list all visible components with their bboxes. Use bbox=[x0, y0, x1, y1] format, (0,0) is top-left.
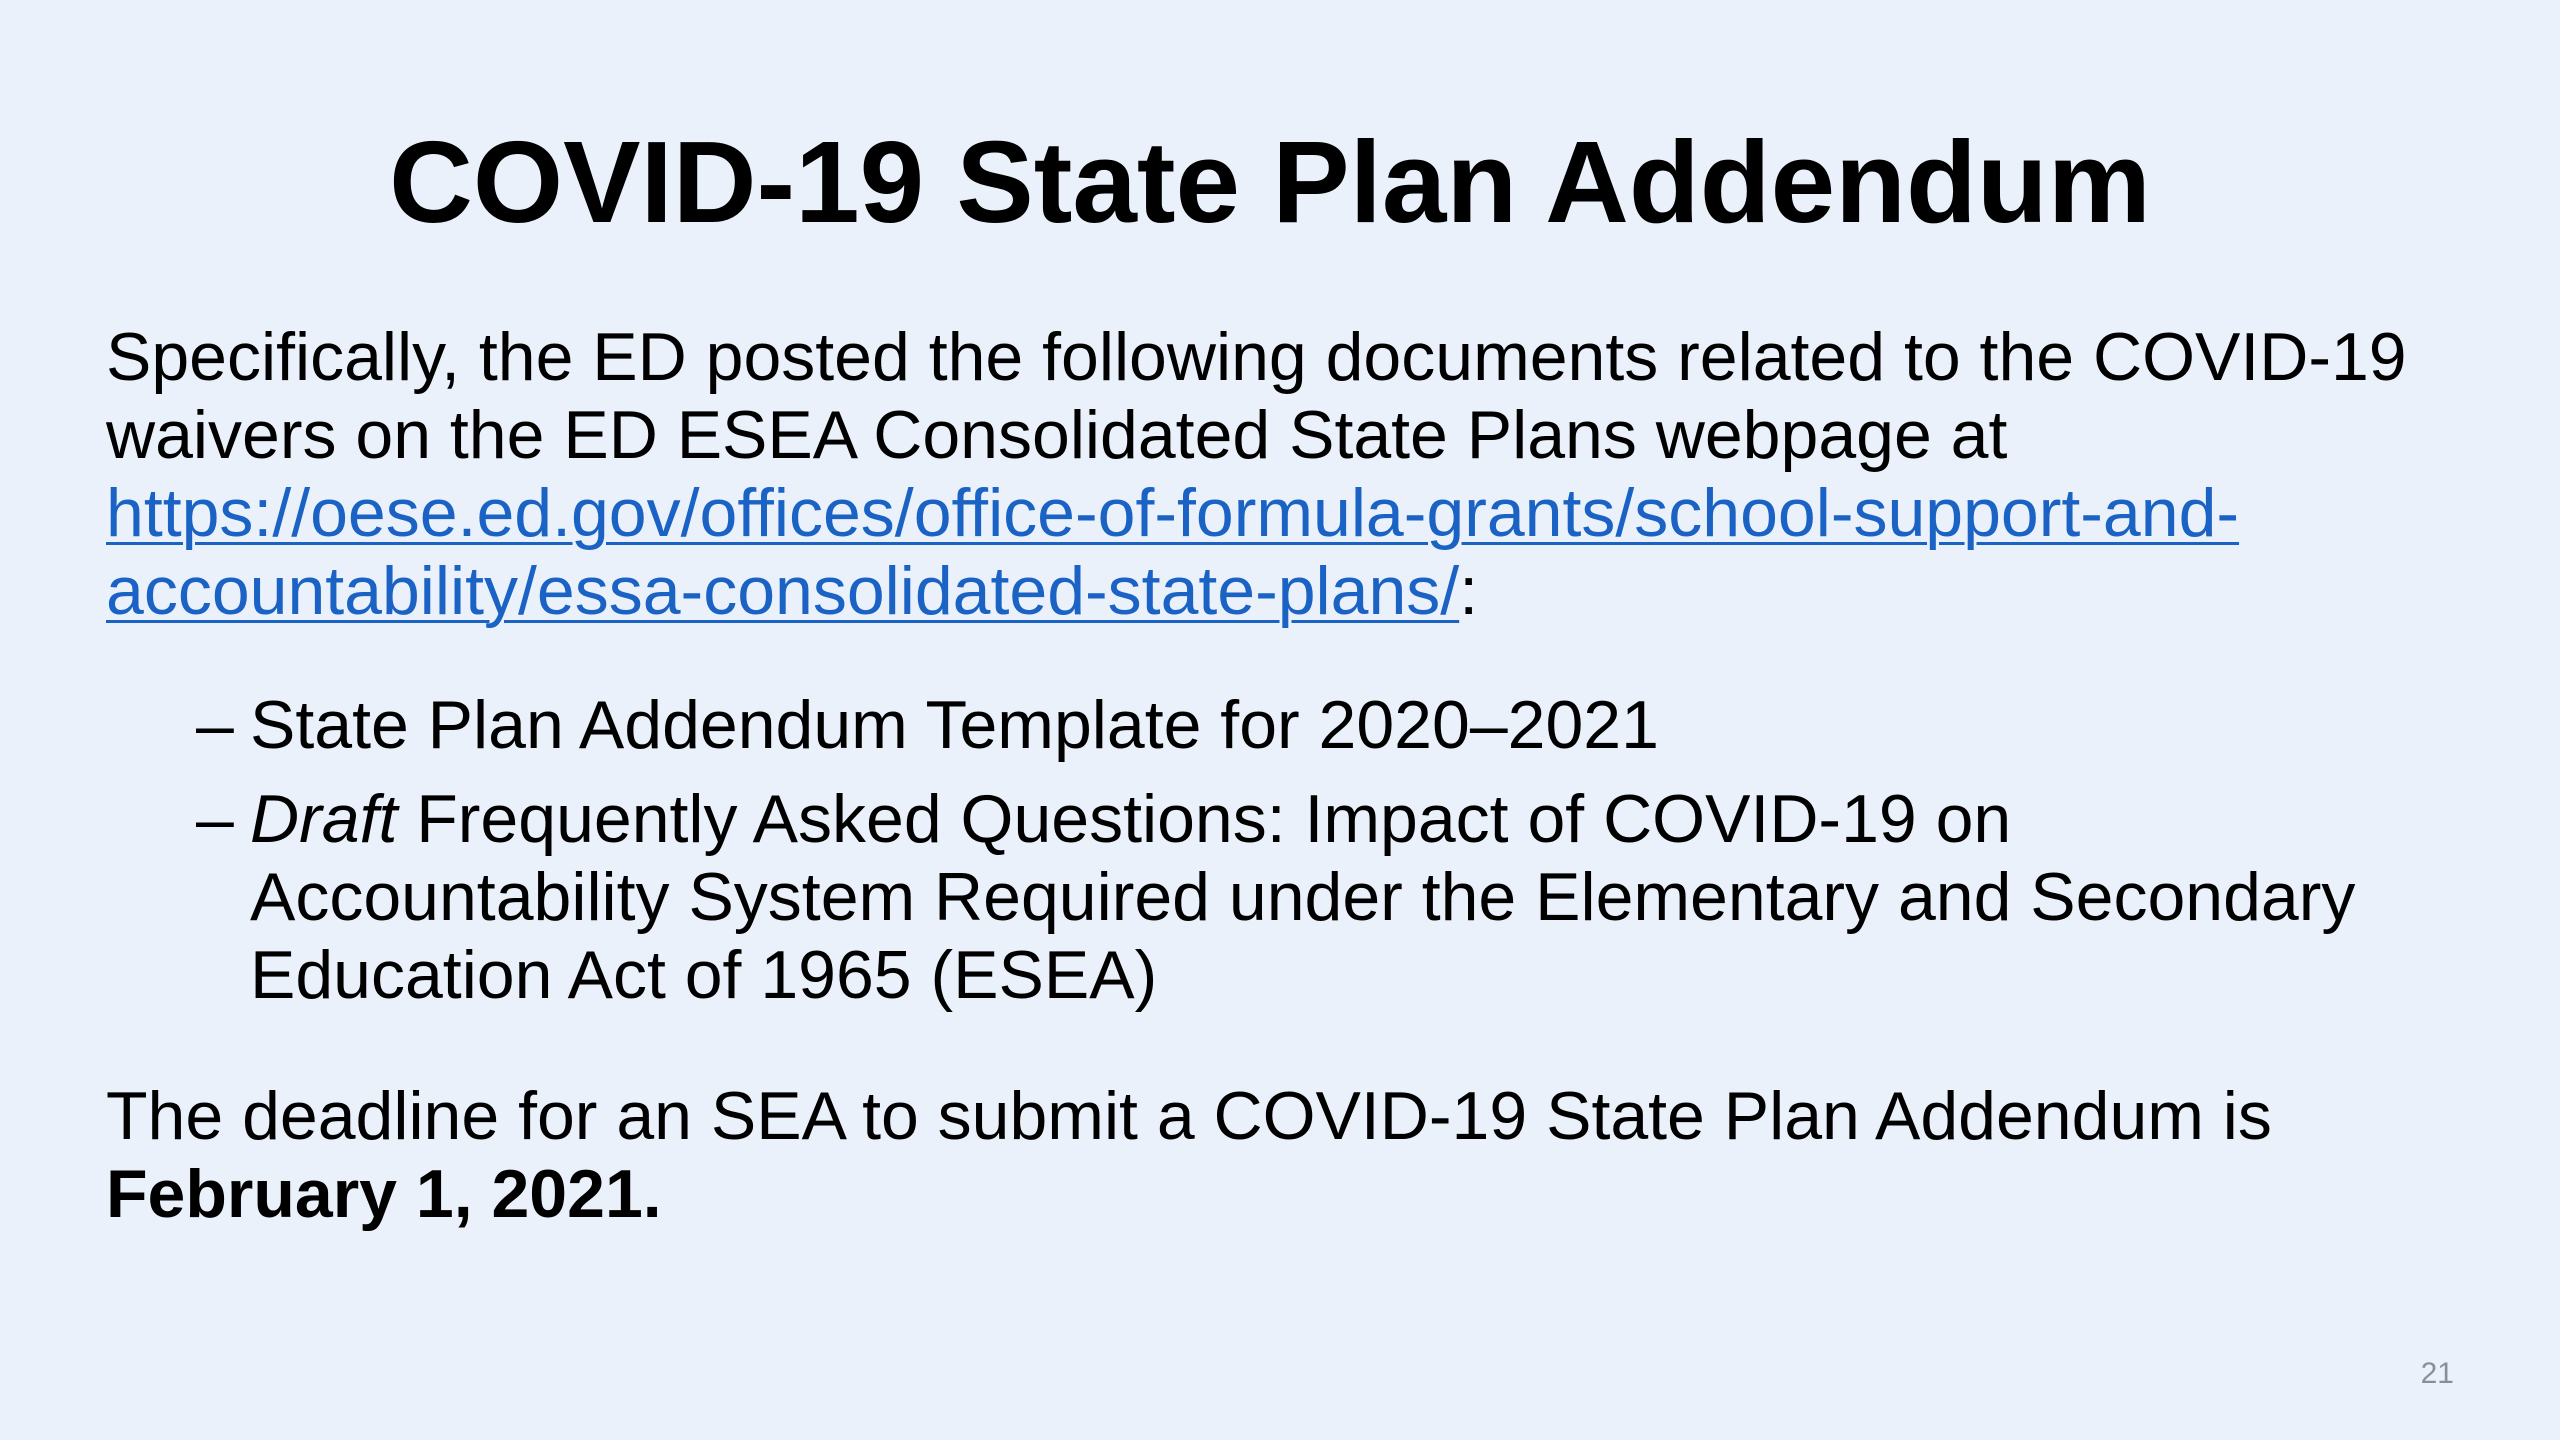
list-item-text: State Plan Addendum Template for 2020–2021 bbox=[250, 687, 1659, 763]
list-item bbox=[196, 686, 2396, 764]
document-list bbox=[196, 686, 2396, 1030]
list-item bbox=[196, 780, 2396, 1014]
page-number: 21 bbox=[2420, 1357, 2454, 1390]
intro-text: Specifically, the ED posted the following documents related to the COVID-19 waivers on the ED ESEA Consolidated State Plans webpage at bbox=[106, 319, 2407, 473]
deadline-date: February 1, 2021. bbox=[106, 1156, 662, 1232]
intro-paragraph bbox=[106, 318, 2506, 630]
list-item-italic: Draft bbox=[250, 781, 398, 857]
intro-suffix: : bbox=[1459, 553, 1479, 629]
bullet-dash: – bbox=[196, 687, 234, 763]
deadline-text: The deadline for an SEA to submit a COVID-19 State Plan Addendum is bbox=[106, 1078, 2272, 1154]
slide-title: COVID-19 State Plan Addendum bbox=[389, 117, 2151, 247]
bullet-dash: – bbox=[196, 781, 234, 857]
consolidated-state-plans-link[interactable]: https://oese.ed.gov/offices/office-of-formula-grants/school-support-and-accountability/essa-consolidated-state-plans/ bbox=[106, 475, 2240, 629]
list-item-text: Frequently Asked Questions: Impact of COVID-19 on Accountability System Required under the Elementary and Secondary Education Act of 1965 (ESEA) bbox=[250, 781, 2356, 1013]
deadline-paragraph bbox=[106, 1077, 2506, 1233]
